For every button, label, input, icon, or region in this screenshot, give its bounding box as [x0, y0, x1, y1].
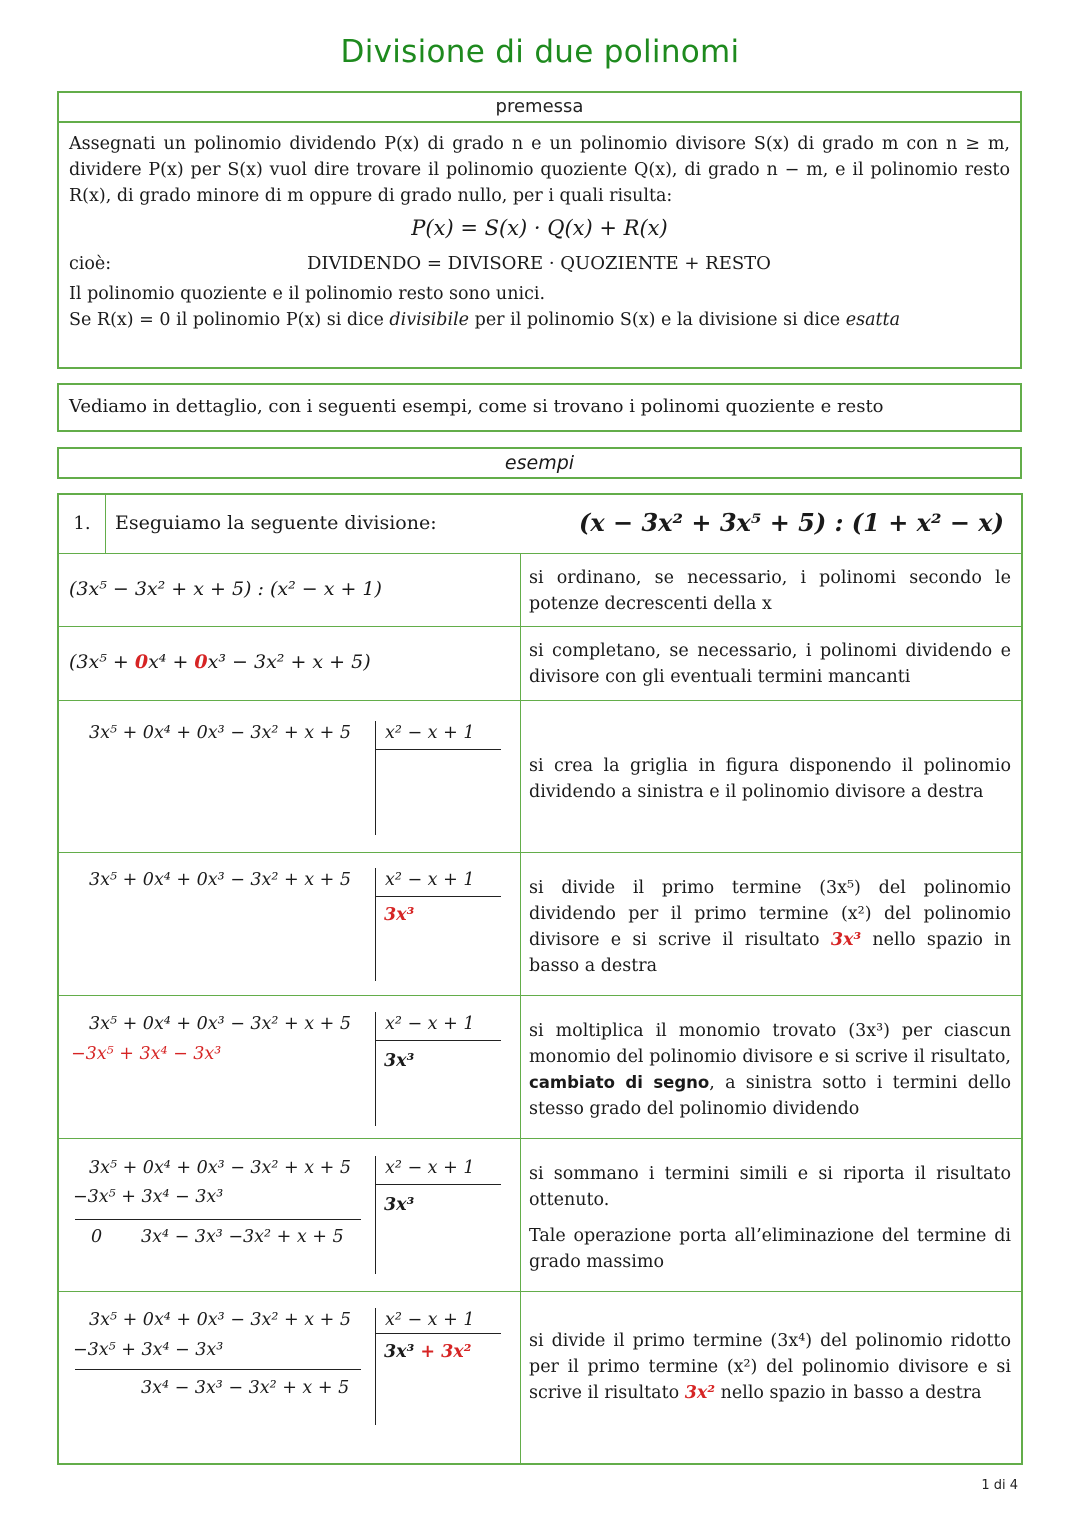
example-table	[57, 493, 1023, 1465]
example-division: (x − 3x² + 3x⁵ + 5) : (1 + x² − x)	[579, 508, 1004, 537]
dividend: 3x⁵ + 0x⁴ + 0x³ − 3x² + x + 5	[89, 870, 352, 890]
table-row	[59, 852, 1021, 995]
esempi-header: esempi	[504, 452, 575, 474]
table-row	[59, 995, 1021, 1138]
cioe-label: cioè:	[69, 254, 112, 274]
intro-text: Vediamo in dettaglio, con i seguenti esempi, come si trovano i polinomi quoziente e resto	[69, 396, 884, 417]
unique-statement: Il polinomio quoziente e il polinomio resto sono unici.	[69, 284, 546, 304]
step-text: si sommano i termini simili e si riporta il risultato ottenuto. Tale operazione porta all’eliminazione del termine di grado massimo	[529, 1164, 1011, 1272]
quotient-terms: 3x³ + 3x²	[384, 1342, 472, 1362]
esempi-header-box	[57, 447, 1022, 479]
quotient-term: 3x³	[384, 1195, 415, 1215]
table-row	[59, 1138, 1021, 1291]
main-formula: P(x) = S(x) · Q(x) + R(x)	[411, 216, 668, 240]
ordered-division: (3x⁵ − 3x² + x + 5) : (x² − x + 1)	[69, 578, 382, 600]
divisor: x² − x + 1	[385, 1158, 475, 1178]
divisor: x² − x + 1	[385, 723, 475, 743]
quotient-term: 3x³	[384, 1051, 415, 1071]
divisor: x² − x + 1	[385, 1310, 475, 1330]
subtraction-row: −3x⁵ + 3x⁴ − 3x³	[73, 1340, 224, 1360]
table-row	[59, 700, 1021, 852]
dividend: 3x⁵ + 0x⁴ + 0x³ − 3x² + x + 5	[89, 1014, 352, 1034]
divisor: x² − x + 1	[385, 870, 475, 890]
dividend: 3x⁵ + 0x⁴ + 0x³ − 3x² + x + 5	[89, 1310, 352, 1330]
divisor: x² − x + 1	[385, 1014, 475, 1034]
example-title-row	[59, 495, 1021, 553]
premessa-paragraph: Assegnati un polinomio dividendo P(x) di grado n e un polinomio divisore S(x) di grado m con n ≥ m, dividere P(x) per S(x) vuol dire trovare il polinomio quoziente Q(x), di grado n − m, e il polinomio resto R(x), di grado minore di m oppure di grado nullo, per i quali risulta:	[69, 134, 1010, 206]
dividend: 3x⁵ + 0x⁴ + 0x³ − 3x² + x + 5	[89, 723, 352, 743]
page-title: Divisione di due polinomi	[340, 34, 740, 70]
sum-zero: 0	[91, 1227, 103, 1247]
step-text: si divide il primo termine (3x⁴) del polinomio ridotto per il primo termine (x²) del polinomio divisore e si scrive il risultato 3x² nello spazio in basso a destra	[529, 1331, 1011, 1403]
quotient-term: 3x³	[384, 905, 415, 925]
table-row	[59, 553, 1021, 626]
step-text: si crea la griglia in figura disponendo il polinomio dividendo a sinistra e il polinomio divisore a destra	[529, 756, 1011, 802]
intro-box	[57, 383, 1022, 432]
example-label: Eseguiamo la seguente divisione:	[115, 512, 437, 534]
completed-dividend: (3x⁵ + 0x⁴ + 0x³ − 3x² + x + 5)	[69, 651, 371, 673]
divisibility-statement: Se R(x) = 0 il polinomio P(x) si dice divisibile per il polinomio S(x) e la divisione si dice esatta	[69, 310, 901, 330]
reduced-polynomial: 3x⁴ − 3x³ − 3x² + x + 5	[141, 1378, 350, 1398]
sum-result: 3x⁴ − 3x³ −3x² + x + 5	[141, 1227, 344, 1247]
table-row	[59, 1291, 1021, 1463]
page-number: 1 di 4	[981, 1478, 1018, 1493]
subtraction-row: −3x⁵ + 3x⁴ − 3x³	[73, 1187, 224, 1207]
table-row	[59, 626, 1021, 700]
cioe-formula: DIVIDENDO = DIVISORE · QUOZIENTE + RESTO	[307, 253, 771, 274]
step-text: si moltiplica il monomio trovato (3x³) per ciascun monomio del polinomio divisore e si scrive il risultato, cambiato di segno, a sinistra sotto i termini dello stesso grado del polinomio dividendo	[529, 1021, 1011, 1119]
dividend: 3x⁵ + 0x⁴ + 0x³ − 3x² + x + 5	[89, 1158, 352, 1178]
premessa-header: premessa	[59, 93, 1020, 123]
step-text: si ordinano, se necessario, i polinomi secondo le potenze decrescenti della x	[529, 568, 1011, 614]
subtraction-row: −3x⁵ + 3x⁴ − 3x³	[71, 1044, 222, 1064]
premessa-box	[57, 91, 1022, 369]
step-text: si divide il primo termine (3x⁵) del polinomio dividendo per il primo termine (x²) del polinomio divisore e si scrive il risultato 3x³ nello spazio in basso a destra	[529, 878, 1011, 976]
step-text: si completano, se necessario, i polinomi dividendo e divisore con gli eventuali termini mancanti	[529, 641, 1011, 687]
example-number: 1.	[59, 495, 106, 553]
